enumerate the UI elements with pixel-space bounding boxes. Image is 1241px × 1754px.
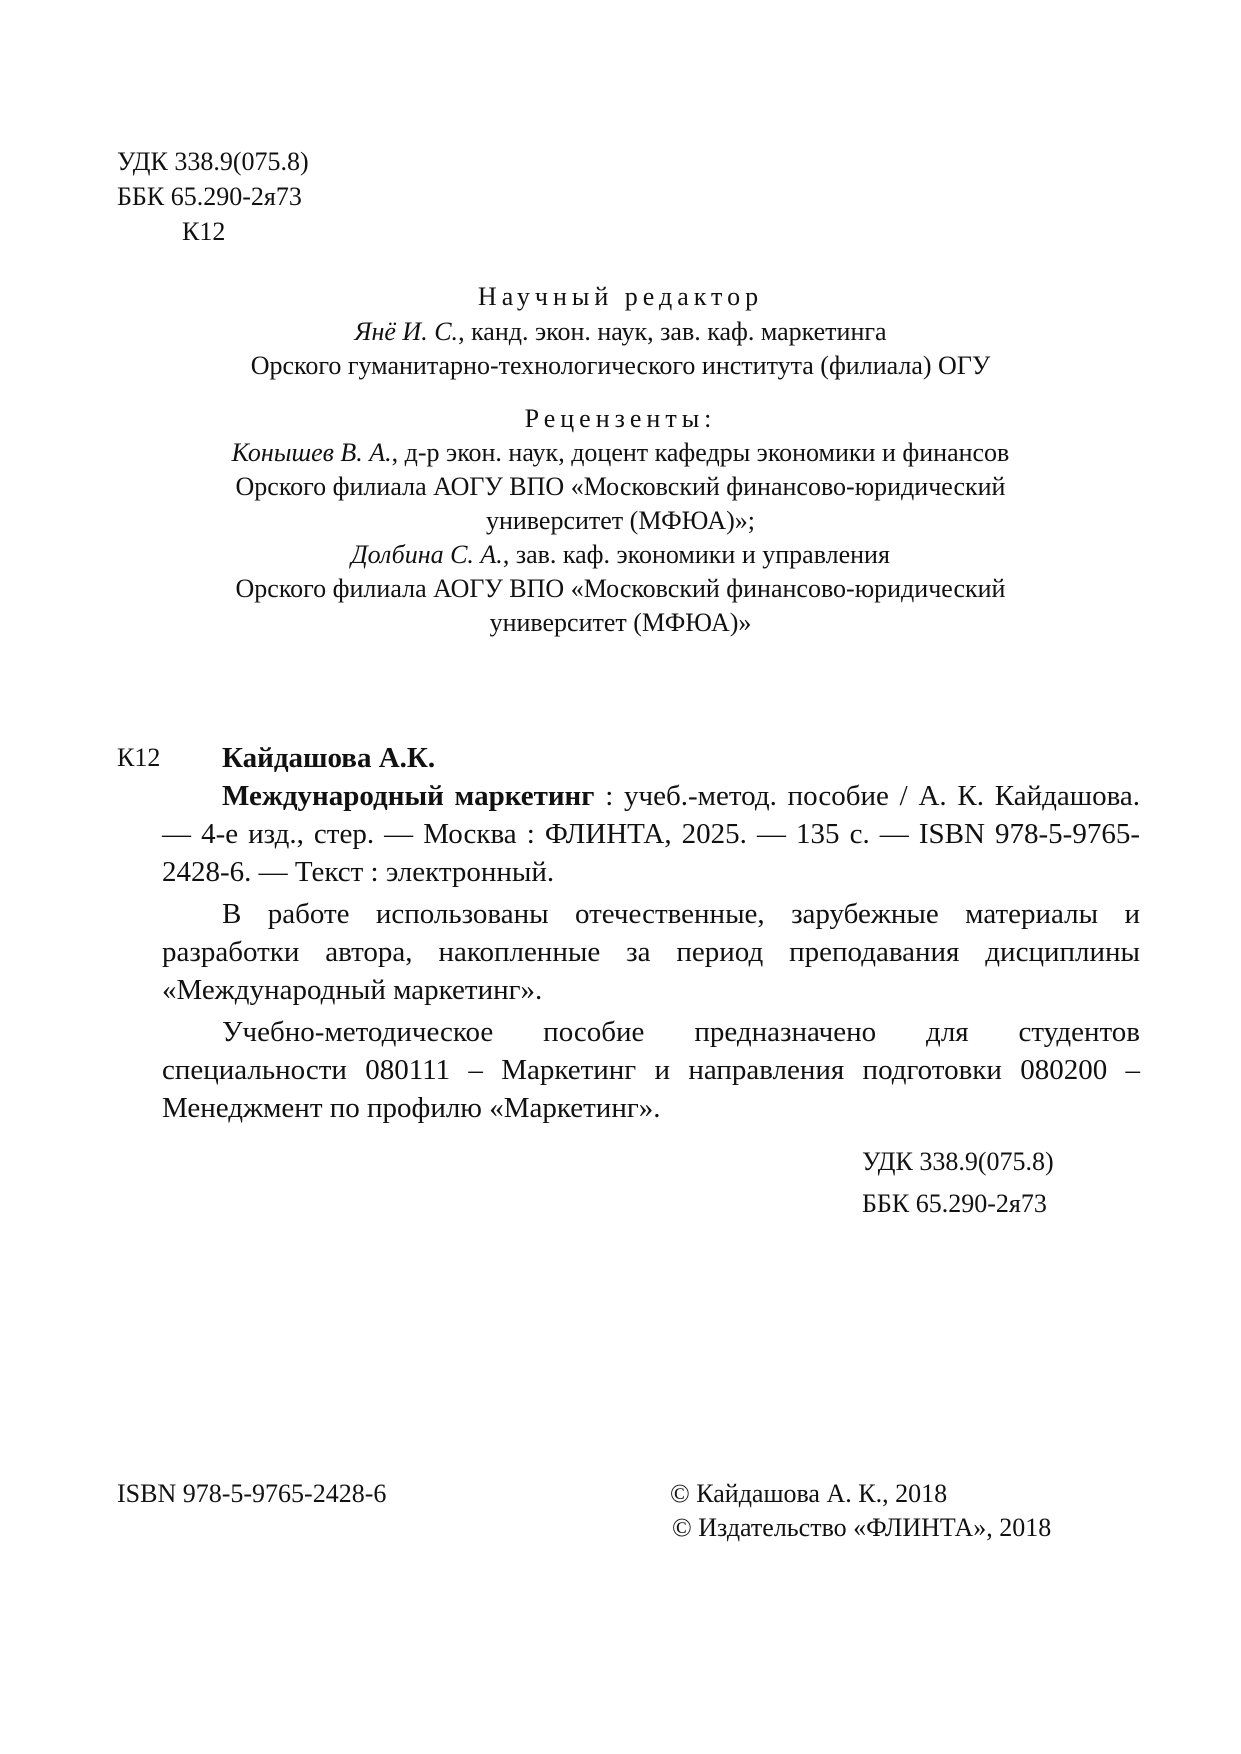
reviewer-2-name: Долбина С. А. (351, 540, 503, 569)
reviewer-1-credentials: , д-р экон. наук, доцент кафедры экономики и финансов (391, 438, 1010, 467)
record-code: К12 (117, 743, 161, 772)
footer-isbn: ISBN 978-5-9765-2428-6 (117, 1479, 387, 1508)
record-title: Международный маркетинг (222, 780, 595, 812)
editor-line-1 (0, 316, 1241, 348)
record-description-text: : учеб.-метод. пособие / А. К. Кайдашова. — 4-е изд., стер. — Москва : ФЛИНТА, 2025. — 135 с. — ISBN 978-5-9765-2428-6. — Текст : электронный. (162, 780, 1140, 888)
reviewer-1-line-3: университет (МФЮА)»; (485, 506, 756, 535)
editor-credentials: , канд. экон. наук, зав. каф. маркетинга (458, 317, 887, 346)
header-code: К12 (182, 217, 226, 246)
editor-heading: Научный редактор (477, 282, 764, 311)
record-description (162, 777, 1140, 891)
reviewer-1-name: Конышев В. А. (231, 438, 392, 467)
record-udk: УДК 338.9(075.8) (862, 1147, 1054, 1176)
reviewer-2-line-3: университет (МФЮА)» (489, 608, 752, 637)
editor-line-2: Орского гуманитарно-технологического института (филиала) ОГУ (250, 351, 991, 380)
reviewer-2-line-1 (0, 539, 1241, 571)
record-abstract-2: Учебно-методическое пособие предназначено для студентов специальности 080111 – Маркетинг и направления подготовки 080200 – Менеджмент по профилю «Маркетинг». (162, 1016, 1140, 1124)
editor-name: Янё И. С. (354, 317, 459, 346)
footer-copyright-author: © Кайдашова А. К., 2018 (670, 1479, 948, 1508)
header-bbk: ББК 65.290-2я73 (117, 182, 302, 211)
reviewer-2-line-2: Орского филиала АОГУ ВПО «Московский финансово-юридический (235, 574, 1006, 603)
reviewer-1-line-1 (0, 437, 1241, 469)
footer-copyright-publisher: © Издательство «ФЛИНТА», 2018 (672, 1513, 1052, 1542)
reviewer-2-credentials: , зав. каф. экономики и управления (502, 540, 890, 569)
record-author: Кайдашова А.К. (222, 742, 436, 774)
reviewer-1-line-2: Орского филиала АОГУ ВПО «Московский финансово-юридический (235, 472, 1006, 501)
reviewers-heading: Рецензенты: (524, 404, 717, 433)
record-abstract-1: В работе использованы отечественные, зарубежные материалы и разработки автора, накопленные за период преподавания дисциплины «Международный маркетинг». (162, 898, 1140, 1006)
header-udk: УДК 338.9(075.8) (117, 147, 309, 176)
record-body (162, 777, 1140, 1127)
record-bbk: ББК 65.290-2я73 (862, 1189, 1047, 1218)
